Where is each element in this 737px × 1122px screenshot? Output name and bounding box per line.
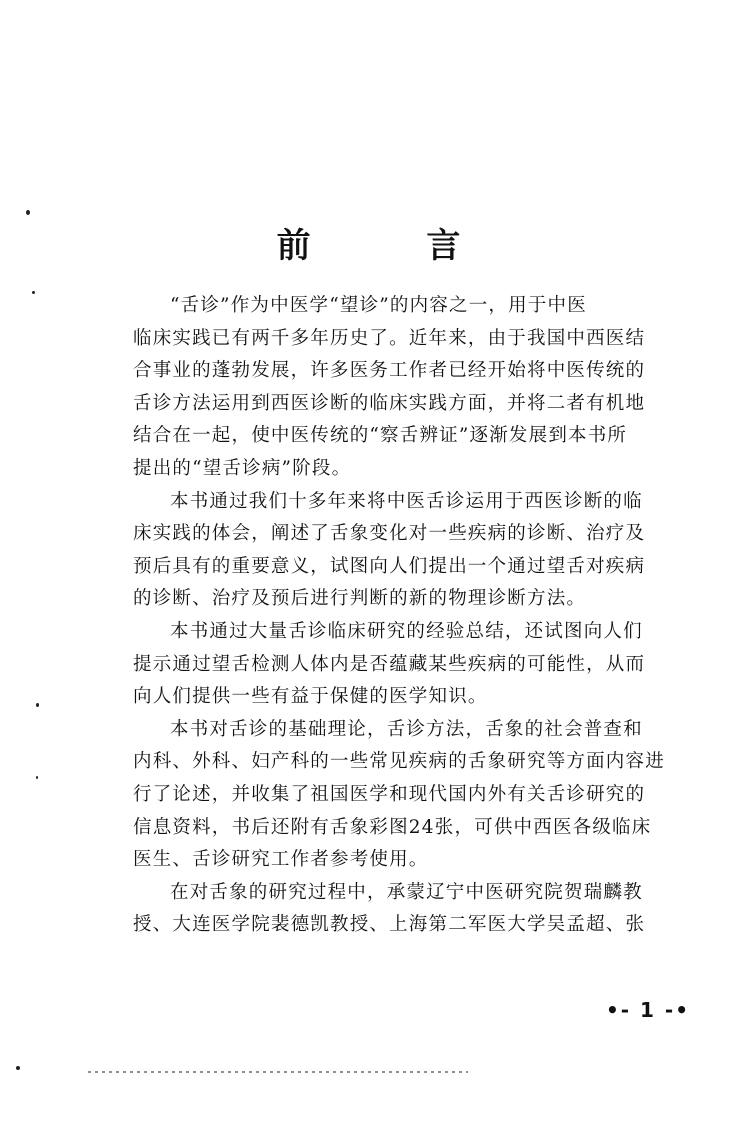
paragraph-line: 临床实践已有两千多年历史了。近年来，由于我国中西医结 xyxy=(133,327,646,349)
paragraph-line: 合事业的蓬勃发展，许多医务工作者已经开始将中医传统的 xyxy=(133,360,646,382)
paragraph-line: 行了论述，并收集了祖国医学和现代国内外有关舌诊研究的 xyxy=(133,783,646,805)
scan-streak xyxy=(88,1071,468,1073)
paragraph-line: 本书通过我们十多年来将中医舌诊运用于西医诊断的临 xyxy=(170,490,643,512)
paragraph-4 xyxy=(133,714,701,877)
paragraph-line: 的诊断、治疗及预后进行判断的新的物理诊断方法。 xyxy=(133,588,587,610)
paragraph-line: 床实践的体会，阐述了舌象变化对一些疾病的诊断、治疗及 xyxy=(133,523,646,545)
paragraph-line: 信息资料，书后还附有舌象彩图24张，可供中西医各级临床 xyxy=(133,816,652,838)
scan-speck xyxy=(36,703,39,707)
paragraph-line: 预后具有的重要意义，试图向人们提出一个通过望舌对疾病 xyxy=(133,555,646,577)
paragraph-line: 结合在一起，使中医传统的“察舌辨证”逐渐发展到本书所 xyxy=(133,425,628,447)
page-number: •- 1 -• xyxy=(606,998,691,1022)
paragraph-3 xyxy=(133,616,701,714)
paragraph-line: 舌诊方法运用到西医诊断的临床实践方面，并将二者有机地 xyxy=(133,392,646,414)
preface-body xyxy=(133,290,701,942)
paragraph-1 xyxy=(133,290,701,486)
paragraph-line: 内科、外科、妇产科的一些常见疾病的舌象研究等方面内容进 xyxy=(133,751,665,773)
paragraph-line: 提出的“望舌诊病”阶段。 xyxy=(133,457,352,479)
paragraph-line: 在对舌象的研究过程中，承蒙辽宁中医研究院贺瑞麟教 xyxy=(170,881,643,903)
paragraph-line: 本书通过大量舌诊临床研究的经验总结，还试图向人们 xyxy=(170,620,643,642)
page-title: 前 言 xyxy=(276,226,513,266)
scan-speck xyxy=(26,210,30,215)
paragraph-5 xyxy=(133,877,701,942)
paragraph-2 xyxy=(133,486,701,616)
paragraph-line: 向人们提供一些有益于保健的医学知识。 xyxy=(133,686,488,708)
paragraph-line: 提示通过望舌检测人体内是否蕴藏某些疾病的可能性，从而 xyxy=(133,653,646,675)
paragraph-line: 本书对舌诊的基础理论，舌诊方法，舌象的社会普查和 xyxy=(170,718,643,740)
scan-speck xyxy=(36,776,38,779)
scan-speck xyxy=(16,1066,20,1070)
paragraph-line: “舌诊”作为中医学“望诊”的内容之一，用于中医 xyxy=(170,295,587,316)
paragraph-line: 医生、舌诊研究工作者参考使用。 xyxy=(133,849,429,871)
scan-speck xyxy=(32,291,35,294)
paragraph-line: 授、大连医学院裴德凯教授、上海第二军医大学吴孟超、张 xyxy=(133,914,646,936)
